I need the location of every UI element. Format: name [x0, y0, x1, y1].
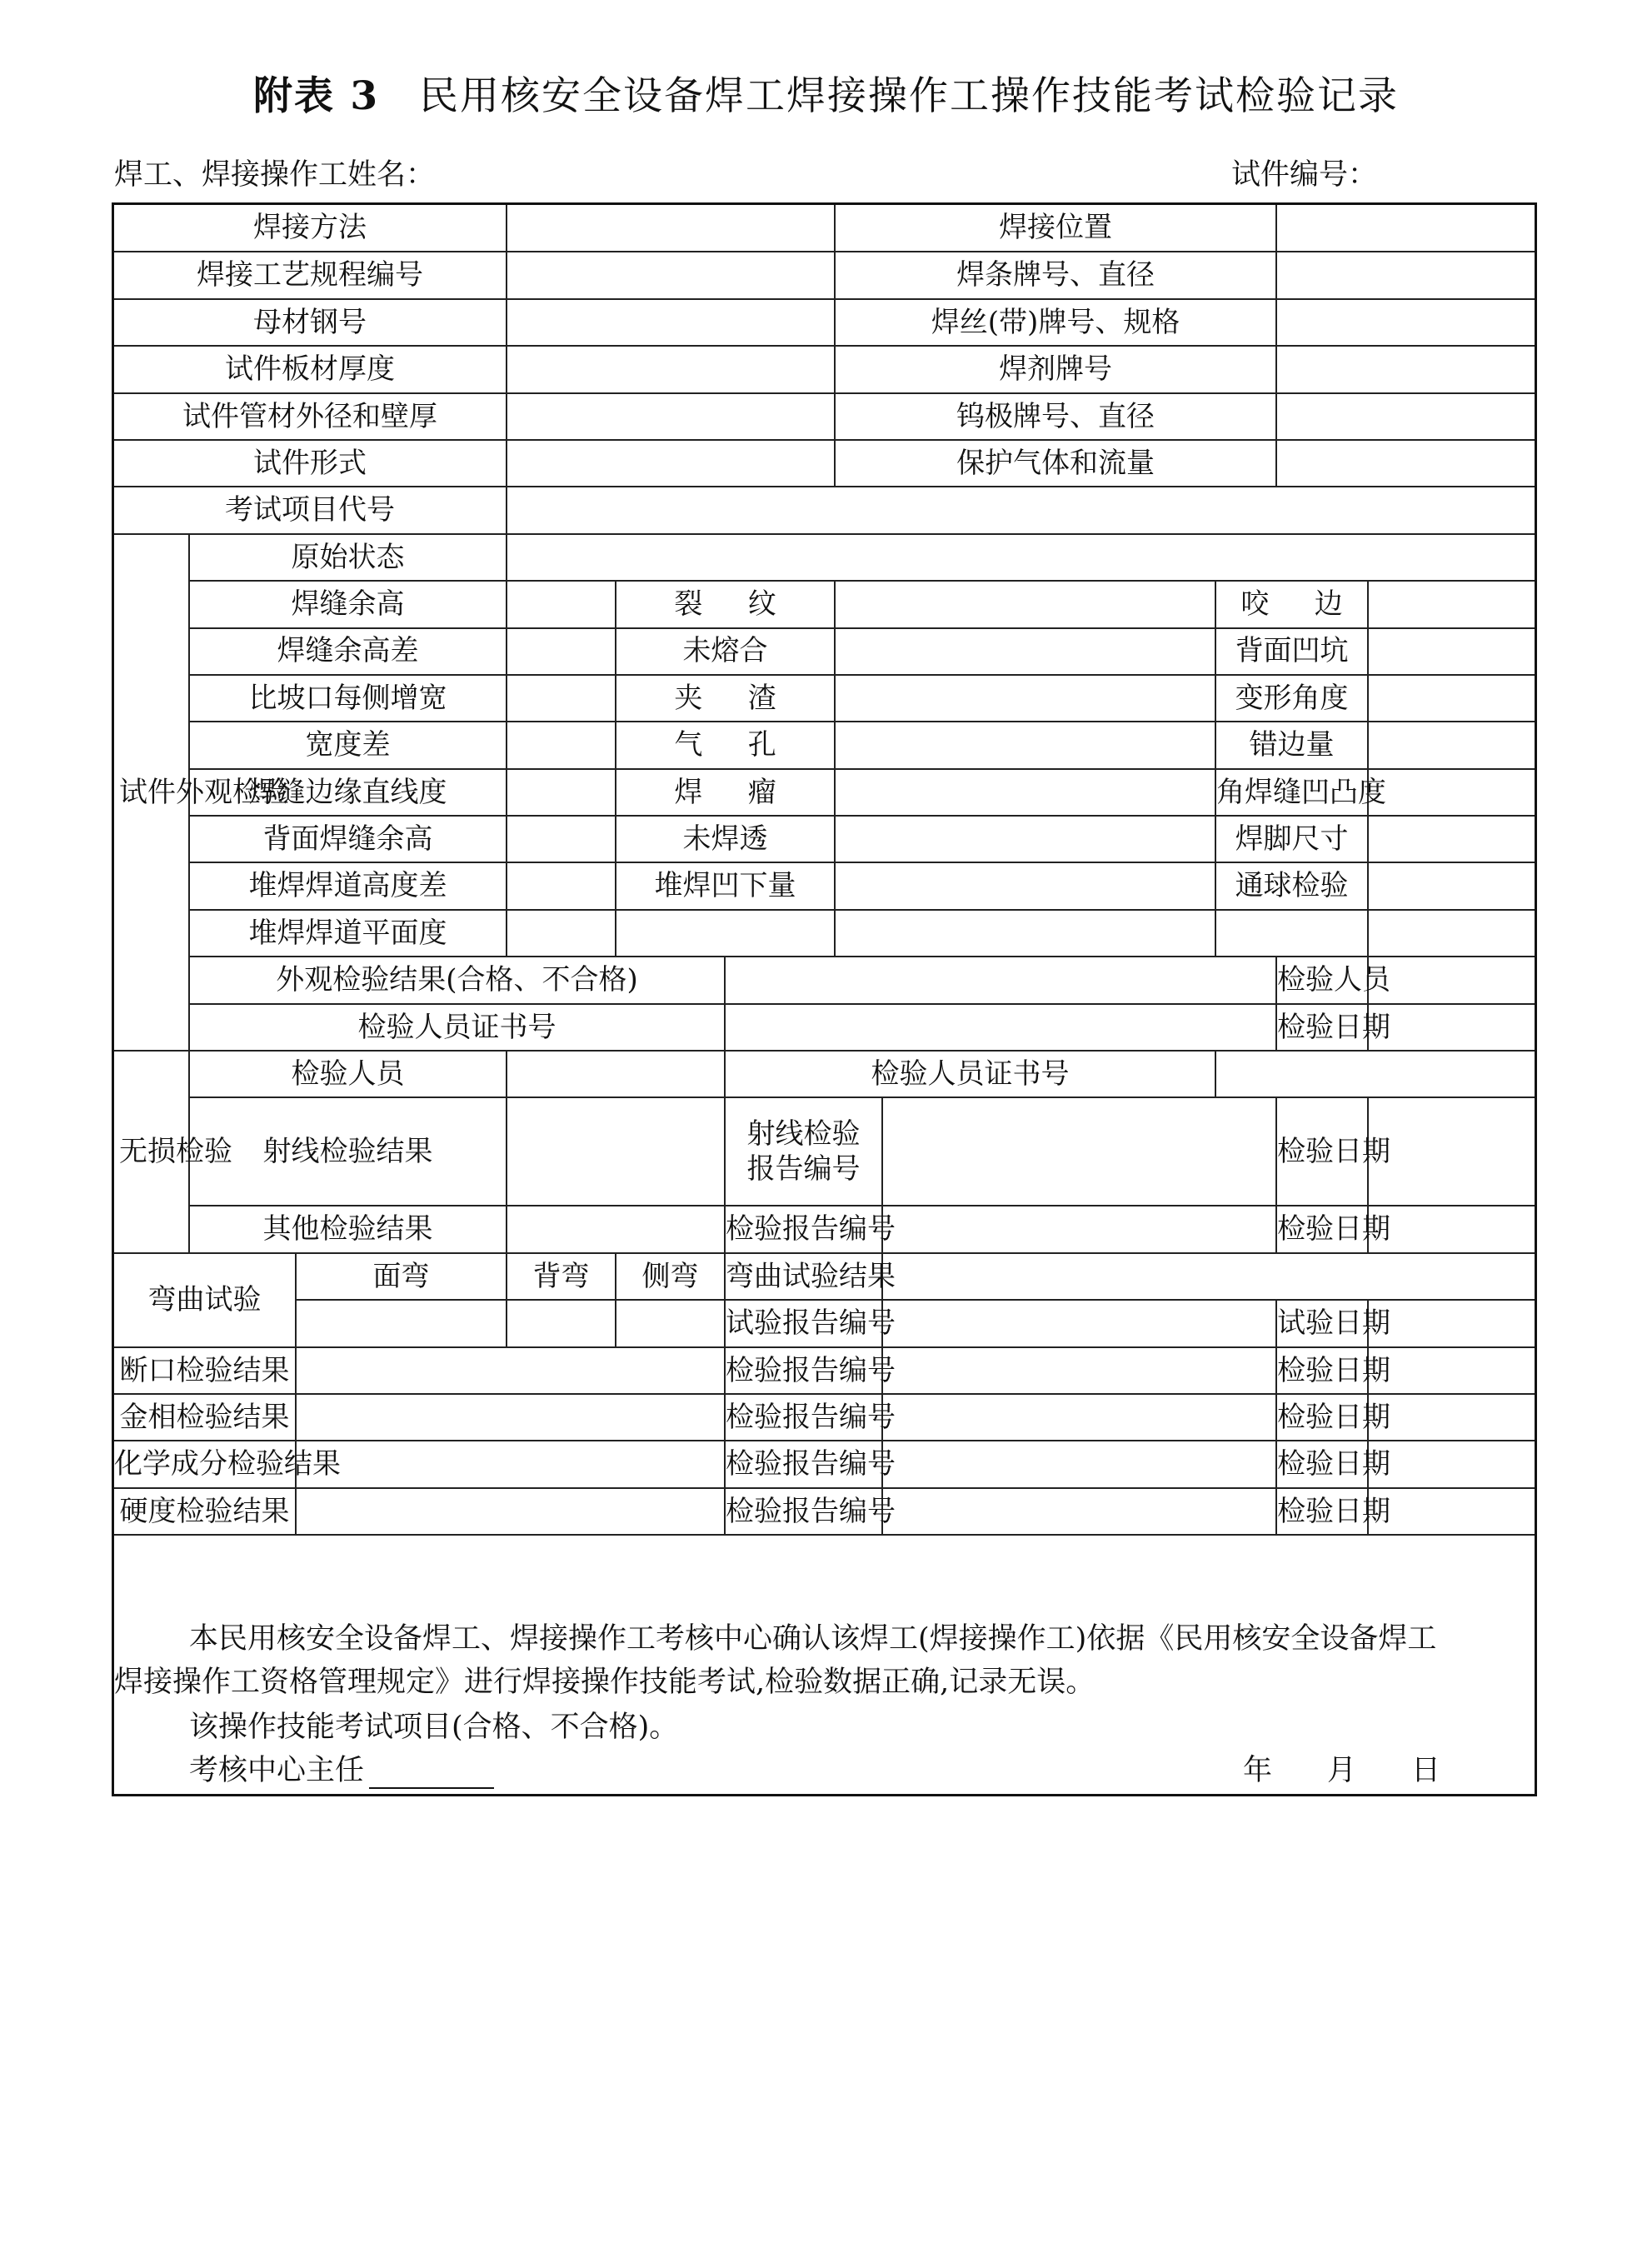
wire-grade-field[interactable] [1276, 299, 1535, 346]
overlap-field[interactable] [835, 769, 1215, 816]
table-row [114, 534, 1535, 581]
table-row [114, 1488, 1535, 1535]
reinforcement-field[interactable] [507, 581, 616, 627]
bend-report-field[interactable] [882, 1300, 1276, 1346]
table-row [114, 440, 1535, 487]
table-row [114, 1347, 1535, 1394]
metallographic-date-field[interactable] [1368, 1394, 1535, 1441]
bend-result-label: 弯曲试验结果 [725, 1253, 882, 1300]
visual-inspector-cert-field[interactable] [725, 1004, 1276, 1051]
chemical-test-field[interactable] [296, 1441, 725, 1487]
crack-label: 裂 纹 [616, 581, 835, 627]
table-row [114, 1394, 1535, 1441]
crack-field[interactable] [835, 581, 1215, 627]
overlay-flatness-label: 堆焊焊道平面度 [189, 910, 507, 957]
blank-cell[interactable] [1215, 910, 1368, 957]
statement-line-1: 本民用核安全设备焊工、焊接操作工考核中心确认该焊工(焊接操作工)依据《民用核安全设备焊工 [189, 1622, 1437, 1656]
blank-cell[interactable] [616, 910, 835, 957]
test-item-code-label: 考试项目代号 [114, 487, 507, 533]
fracture-test-label: 断口检验结果 [114, 1347, 296, 1394]
chemical-test-label: 化学成分检验结果 [114, 1441, 296, 1487]
lack-of-fusion-field[interactable] [835, 628, 1215, 675]
side-bend-field[interactable] [616, 1300, 725, 1346]
rt-result-field[interactable] [507, 1097, 725, 1206]
ndt-section-label: 无损检验 [114, 1051, 189, 1253]
root-bend-label: 背弯 [507, 1253, 616, 1300]
metallographic-test-label: 金相检验结果 [114, 1394, 296, 1441]
root-concavity-label: 背面凹坑 [1215, 628, 1368, 675]
base-metal-label: 母材钢号 [114, 299, 507, 346]
fracture-test-field[interactable] [296, 1347, 725, 1394]
table-row [114, 1051, 1535, 1097]
distortion-angle-field[interactable] [1368, 675, 1535, 722]
table-row [114, 816, 1535, 862]
incomplete-penetration-label: 未焊透 [616, 816, 835, 862]
bend-date-label: 试验日期 [1276, 1300, 1368, 1346]
bend-result-field[interactable] [882, 1253, 1535, 1300]
root-reinforcement-field[interactable] [507, 816, 616, 862]
table-row [114, 1206, 1535, 1252]
width-increase-label: 比坡口每侧增宽 [189, 675, 507, 722]
rt-report-label: 射线检验 报告编号 [725, 1097, 882, 1206]
other-result-field[interactable] [507, 1206, 725, 1252]
edge-straightness-label: 焊缝边缘直线度 [189, 769, 507, 816]
fracture-date-label: 检验日期 [1276, 1347, 1368, 1394]
table-row [114, 1441, 1535, 1487]
hardness-test-label: 硬度检验结果 [114, 1488, 296, 1535]
bend-date-field[interactable] [1368, 1300, 1535, 1346]
rt-report-field[interactable] [882, 1097, 1276, 1206]
blank-cell[interactable] [835, 910, 1215, 957]
month-label: 月 [1327, 1754, 1357, 1787]
original-state-field[interactable] [507, 534, 1535, 581]
welding-position-field[interactable] [1276, 205, 1535, 252]
fracture-report-field[interactable] [882, 1347, 1276, 1394]
table-row [114, 1004, 1535, 1051]
hardness-report-label: 检验报告编号 [725, 1488, 882, 1535]
chemical-report-field[interactable] [882, 1441, 1276, 1487]
slag-inclusion-field[interactable] [835, 675, 1215, 722]
table-row [114, 393, 1535, 440]
table-row [114, 1300, 1535, 1346]
table-row [114, 675, 1535, 722]
fillet-convexity-field[interactable] [1368, 769, 1535, 816]
signature-date [1243, 1747, 1440, 1789]
visual-result-field[interactable] [725, 957, 1276, 1003]
inspection-record-form [112, 202, 1537, 1796]
hardness-date-label: 检验日期 [1276, 1488, 1368, 1535]
porosity-field[interactable] [835, 722, 1215, 768]
ball-test-field[interactable] [1368, 862, 1535, 909]
distortion-angle-label: 变形角度 [1215, 675, 1368, 722]
incomplete-penetration-field[interactable] [835, 816, 1215, 862]
metallographic-test-field[interactable] [296, 1394, 725, 1441]
blank-cell[interactable] [1368, 910, 1535, 957]
year-label: 年 [1243, 1754, 1273, 1787]
wire-grade-label: 焊丝(带)牌号、规格 [835, 299, 1276, 346]
table-row [114, 862, 1535, 909]
reinforcement-label: 焊缝余高 [189, 581, 507, 627]
director-signature [189, 1747, 494, 1789]
slag-inclusion-label: 夹 渣 [616, 675, 835, 722]
chemical-date-label: 检验日期 [1276, 1441, 1368, 1487]
other-report-label: 检验报告编号 [725, 1206, 882, 1252]
ndt-inspector-cert-field[interactable] [1215, 1051, 1535, 1097]
chemical-report-label: 检验报告编号 [725, 1441, 882, 1487]
table-row [114, 722, 1535, 768]
other-date-field[interactable] [1368, 1206, 1535, 1252]
reinforcement-diff-field[interactable] [507, 628, 616, 675]
specimen-form-field[interactable] [507, 440, 835, 487]
metallographic-report-label: 检验报告编号 [725, 1394, 882, 1441]
result-statement: 该操作技能考试项目(合格、不合格)。 [189, 1711, 679, 1744]
face-bend-label: 面弯 [296, 1253, 507, 1300]
root-reinforcement-label: 背面焊缝余高 [189, 816, 507, 862]
ndt-inspector-field[interactable] [507, 1051, 725, 1097]
reinforcement-diff-label: 焊缝余高差 [189, 628, 507, 675]
table-row [114, 628, 1535, 675]
base-metal-field[interactable] [507, 299, 835, 346]
ndt-inspector-label: 检验人员 [189, 1051, 507, 1097]
misalignment-label: 错边量 [1215, 722, 1368, 768]
rt-date-field[interactable] [1368, 1097, 1535, 1206]
hardness-date-field[interactable] [1368, 1488, 1535, 1535]
hardness-test-field[interactable] [296, 1488, 725, 1535]
record-table [114, 205, 1535, 1536]
bend-report-label: 试验报告编号 [725, 1300, 882, 1346]
flux-grade-field[interactable] [1276, 346, 1535, 392]
width-increase-field[interactable] [507, 675, 616, 722]
statement-line-2: 焊接操作工资格管理规定》进行焊接操作技能考试,检验数据正确,记录无误。 [114, 1666, 1096, 1699]
director-label: 考核中心主任 [189, 1754, 365, 1787]
table-row [114, 299, 1535, 346]
overlap-label: 焊 瘤 [616, 769, 835, 816]
plate-thickness-field[interactable] [507, 346, 835, 392]
leg-size-field[interactable] [1368, 816, 1535, 862]
table-row [114, 581, 1535, 627]
table-row [114, 205, 1535, 252]
face-bend-field[interactable] [296, 1300, 507, 1346]
specimen-form-label: 试件形式 [114, 440, 507, 487]
table-row [114, 769, 1535, 816]
pipe-diameter-label: 试件管材外径和壁厚 [114, 393, 507, 440]
plate-thickness-label: 试件板材厚度 [114, 346, 507, 392]
table-row [114, 910, 1535, 957]
root-bend-field[interactable] [507, 1300, 616, 1346]
undercut-label: 咬 边 [1215, 581, 1368, 627]
shielding-gas-field[interactable] [1276, 440, 1535, 487]
edge-straightness-field[interactable] [507, 769, 616, 816]
form-number: 附表 3 [252, 73, 380, 119]
visual-inspection-section-label: 试件外观检验 [114, 534, 189, 1051]
specimen-number-label: 试件编号： [1231, 158, 1378, 192]
test-item-code-field[interactable] [507, 487, 1535, 533]
fracture-date-field[interactable] [1368, 1347, 1535, 1394]
table-row [114, 346, 1535, 392]
root-concavity-field[interactable] [1368, 628, 1535, 675]
overlay-height-diff-field[interactable] [507, 862, 616, 909]
table-row [114, 1097, 1535, 1206]
table-row [114, 487, 1535, 533]
fracture-report-label: 检验报告编号 [725, 1347, 882, 1394]
wps-number-label: 焊接工艺规程编号 [114, 252, 507, 298]
visual-inspection-date-label: 检验日期 [1276, 1004, 1368, 1051]
form-title-text: 民用核安全设备焊工焊接操作工操作技能考试检验记录 [419, 73, 1400, 119]
pipe-diameter-field[interactable] [507, 393, 835, 440]
overlay-sag-label: 堆焊凹下量 [616, 862, 835, 909]
other-report-field[interactable] [882, 1206, 1276, 1252]
overlay-height-diff-label: 堆焊焊道高度差 [189, 862, 507, 909]
form-title [0, 65, 1652, 121]
misalignment-field[interactable] [1368, 722, 1535, 768]
undercut-field[interactable] [1368, 581, 1535, 627]
other-date-label: 检验日期 [1276, 1206, 1368, 1252]
signature-line[interactable] [369, 1762, 494, 1789]
leg-size-label: 焊脚尺寸 [1215, 816, 1368, 862]
visual-inspection-date-field[interactable] [1368, 1004, 1535, 1051]
welding-position-label: 焊接位置 [835, 205, 1276, 252]
statement-paragraph [114, 1617, 1505, 1704]
welding-method-field[interactable] [507, 205, 835, 252]
metallographic-date-label: 检验日期 [1276, 1394, 1368, 1441]
hardness-report-field[interactable] [882, 1488, 1276, 1535]
width-diff-field[interactable] [507, 722, 616, 768]
welder-name-label: 焊工、焊接操作工姓名： [114, 158, 436, 192]
overlay-sag-field[interactable] [835, 862, 1215, 909]
visual-inspector-label: 检验人员 [1276, 957, 1368, 1003]
metallographic-report-field[interactable] [882, 1394, 1276, 1441]
visual-result-label: 外观检验结果(合格、不合格) [189, 957, 725, 1003]
electrode-grade-label: 焊条牌号、直径 [835, 252, 1276, 298]
fillet-convexity-label: 角焊缝凹凸度 [1215, 769, 1368, 816]
rt-date-label: 检验日期 [1276, 1097, 1368, 1206]
electrode-grade-field[interactable] [1276, 252, 1535, 298]
day-label: 日 [1411, 1754, 1441, 1787]
welding-method-label: 焊接方法 [114, 205, 507, 252]
rt-result-label: 射线检验结果 [189, 1097, 507, 1206]
side-bend-label: 侧弯 [616, 1253, 725, 1300]
table-row [114, 957, 1535, 1003]
table-row [114, 1253, 1535, 1300]
chemical-date-field[interactable] [1368, 1441, 1535, 1487]
ball-test-label: 通球检验 [1215, 862, 1368, 909]
visual-inspector-field[interactable] [1368, 957, 1535, 1003]
bend-test-label: 弯曲试验 [114, 1253, 296, 1347]
porosity-label: 气 孔 [616, 722, 835, 768]
overlay-flatness-field[interactable] [507, 910, 616, 957]
table-row [114, 252, 1535, 298]
flux-grade-label: 焊剂牌号 [835, 346, 1276, 392]
original-state-label: 原始状态 [189, 534, 507, 581]
ndt-inspector-cert-label: 检验人员证书号 [725, 1051, 1215, 1097]
shielding-gas-label: 保护气体和流量 [835, 440, 1276, 487]
visual-inspector-cert-label: 检验人员证书号 [189, 1004, 725, 1051]
width-diff-label: 宽度差 [189, 722, 507, 768]
lack-of-fusion-label: 未熔合 [616, 628, 835, 675]
other-result-label: 其他检验结果 [189, 1206, 507, 1252]
wps-number-field[interactable] [507, 252, 835, 298]
tungsten-grade-field[interactable] [1276, 393, 1535, 440]
tungsten-grade-label: 钨极牌号、直径 [835, 393, 1276, 440]
